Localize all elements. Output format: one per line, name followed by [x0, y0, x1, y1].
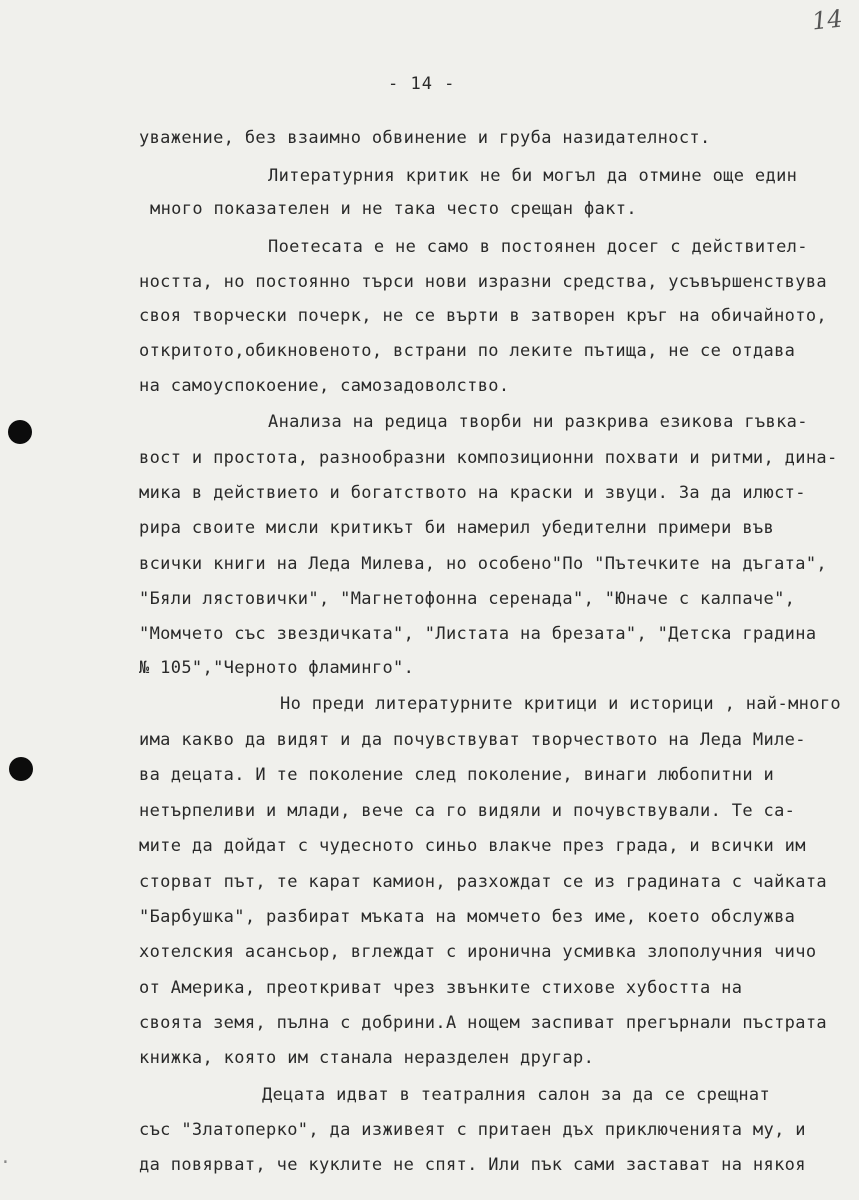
text-line: Анализа на редица творби ни разкрива езикова гъвка- [268, 412, 808, 432]
edge-mark: · [0, 1152, 11, 1173]
text-line: на самоуспокоение, самозадоволство. [139, 376, 510, 396]
text-line: уважение, без взаимно обвинение и груба назидателност. [139, 128, 711, 148]
text-line: "Момчето със звездичката", "Листата на брезата", "Детска градина [139, 624, 817, 644]
text-line: всички книги на Леда Милева, но особено"По "Пътечките на дъгата", [139, 554, 828, 574]
text-line: своя творчески почерк, не се върти в затворен кръг на обичайното, [139, 306, 828, 326]
text-line: Но преди литературните критици и историци , най-много [280, 694, 841, 714]
text-line: книжка, която им станала неразделен другар. [139, 1048, 595, 1068]
text-line: Поетесата е не само в постоянен досег с действител- [268, 237, 808, 257]
text-line: много показателен и не така често срещан факт. [150, 199, 637, 219]
text-line: Литературния критик не би могъл да отмине още един [268, 166, 798, 186]
text-line: мите да дойдат с чудесното синьо влакче през града, и всички им [139, 836, 806, 856]
handwritten-page-number: 14 [810, 4, 844, 36]
text-line: има какво да видят и да почувствуват творчеството на Леда Миле- [139, 730, 806, 750]
text-line: № 105","Черното фламинго". [139, 658, 415, 678]
text-line: сторват път, те карат камион, разхождат се из градината с чайката [139, 872, 828, 892]
punch-hole-bottom [9, 757, 33, 781]
text-line: "Барбушка", разбират мъката на момчето без име, което обслужва [139, 907, 796, 927]
text-line: Децата идват в театралния салон за да се срещнат [262, 1085, 771, 1105]
text-line: "Бяли лястовички", "Магнетофонна серенада", "Юначе с калпаче", [139, 589, 796, 609]
text-line: хотелския асансьор, вглеждат с иронична усмивка злополучния чичо [139, 942, 817, 962]
text-line: мика в действието и богатството на краски и звуци. За да илюст- [139, 483, 806, 503]
text-line: своята земя, пълна с добрини.А нощем заспиват прегърнали пъстрата [139, 1013, 828, 1033]
text-line: да повярват, че куклите не спят. Или пък сами застават на някоя [139, 1155, 806, 1175]
text-line: със "Златоперко", да изживеят с притаен дъх приключенията му, и [139, 1120, 806, 1140]
text-line: ва децата. И те поколение след поколение, винаги любопитни и [139, 765, 775, 785]
punch-hole-top [8, 420, 32, 444]
text-line: рира своите мисли критикът би намерил убедителни примери във [139, 518, 775, 538]
text-line: откритото,обикновеното, встрани по леките пътища, не се отдава [139, 341, 796, 361]
text-line: от Америка, преоткриват чрез звънките стихове хубостта на [139, 978, 743, 998]
page-number: - 14 - [388, 74, 456, 94]
text-line: вост и простота, разнообразни композиционни похвати и ритми, дина- [139, 448, 838, 468]
text-line: нетърпеливи и млади, вече са го видяли и почувствували. Те са- [139, 801, 796, 821]
text-line: ността, но постоянно търси нови изразни средства, усъвършенствува [139, 272, 828, 292]
